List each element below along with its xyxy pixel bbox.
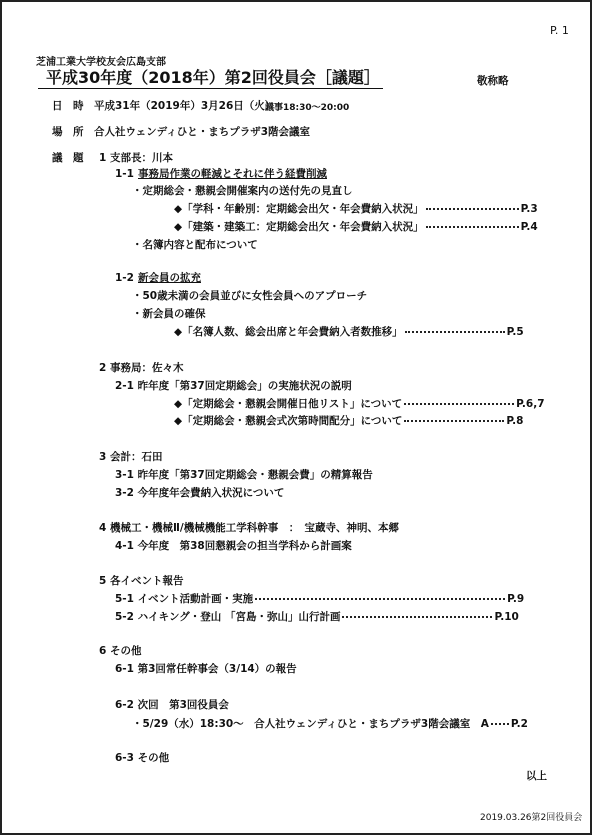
place-value: 合人社ウェンディひと・まちプラザ3階会議室 xyxy=(94,126,311,138)
item-3-2: 3-2 今年度年会費納入状況について xyxy=(115,487,285,499)
ref-page: P.2 xyxy=(510,718,528,730)
agenda-label: 議 題 xyxy=(52,152,84,164)
ref-line xyxy=(174,398,545,411)
date-label: 日 時 xyxy=(52,100,84,112)
item-1-1-bullet-a: ・定期総会・懇親会開催案内の送付先の見直し xyxy=(132,185,353,197)
item-6-3: 6-3 その他 xyxy=(115,752,170,764)
ref-text: ◆「学科・年齢別：定期総会出欠・年会費納入状況」 xyxy=(174,203,424,215)
item-1-2-bullet-b: ・新会員の確保 xyxy=(132,308,206,320)
item-6-1: 6-1 第3回常任幹事会（3/14）の報告 xyxy=(115,663,297,675)
section-1-heading: 1 支部長：川本 xyxy=(99,152,173,164)
ref-page: P.3 xyxy=(520,203,538,215)
section-3-heading: 3 会計：石田 xyxy=(99,451,163,463)
organization-name: 芝浦工業大学校友会広島支部 xyxy=(36,57,166,68)
end-mark: 以上 xyxy=(526,770,547,782)
page-number: P. 1 xyxy=(550,24,569,37)
dot-leader xyxy=(404,403,514,405)
dot-leader xyxy=(491,723,509,725)
document-title: 平成30年度（2018年）第2回役員会［議題］ xyxy=(46,68,380,87)
dot-leader xyxy=(404,420,504,422)
item-4-1: 4-1 今年度 第38回懇親会の担当学科から計画案 xyxy=(115,540,352,552)
item-1-1-title: 事務局作業の軽減とそれに伴う経費削減 xyxy=(138,168,327,180)
footer-note: 2019.03.26第2回役員会 xyxy=(480,813,583,823)
dot-leader xyxy=(426,208,519,210)
meeting-time: 議事18:30～20:00 xyxy=(265,103,350,113)
item-1-2-title: 新会員の拡充 xyxy=(138,272,201,284)
ref-line xyxy=(115,593,524,606)
dot-leader xyxy=(405,331,505,333)
ref-line xyxy=(132,718,528,731)
place-label: 場 所 xyxy=(52,126,84,138)
honorific-note: 敬称略 xyxy=(477,75,509,87)
ref-text: 5-1 イベント活動計画・実施 xyxy=(115,593,254,605)
dot-leader xyxy=(342,616,492,618)
ref-text: ◆「定期総会・懇親会開催日他リスト」について xyxy=(174,398,403,410)
section-5-heading: 5 各イベント報告 xyxy=(99,575,184,587)
ref-page: P.8 xyxy=(506,415,524,427)
title-underline xyxy=(38,88,383,89)
ref-text: ・5/29（水）18:30～ 合人社ウェンディひと・まちプラザ3階会議室 A xyxy=(132,718,489,730)
date-value: 平成31年（2019年）3月26日（火） xyxy=(94,100,276,112)
item-1-1-number: 1-1 xyxy=(115,168,134,180)
ref-page: P.6,7 xyxy=(516,398,545,410)
ref-page: P.4 xyxy=(520,221,538,233)
section-4-heading: 4 機械工・機械Ⅱ/機械機能工学科幹事 ： 宝蔵寺、神明、本郷 xyxy=(99,522,399,534)
item-1-1-bullet-b: ・名簿内容と配布について xyxy=(132,239,258,251)
ref-line xyxy=(174,221,538,234)
item-1-2-number: 1-2 xyxy=(115,272,134,284)
dot-leader xyxy=(255,598,505,600)
ref-line xyxy=(115,611,519,624)
item-2-1: 2-1 昨年度「第37回定期総会」の実施状況の説明 xyxy=(115,380,352,392)
ref-text: 5-2 ハイキング・登山 「宮島・弥山」山行計画 xyxy=(115,611,341,623)
section-2-heading: 2 事務局：佐々木 xyxy=(99,362,184,374)
ref-text: ◆「建築・建築工：定期総会出欠・年会費納入状況」 xyxy=(174,221,424,233)
dot-leader xyxy=(426,226,519,228)
ref-line xyxy=(174,415,523,428)
ref-page: P.5 xyxy=(506,326,524,338)
ref-page: P.9 xyxy=(507,593,525,605)
ref-line xyxy=(174,326,524,339)
ref-line xyxy=(174,203,538,216)
item-6-2: 6-2 次回 第3回役員会 xyxy=(115,699,229,711)
item-3-1: 3-1 昨年度「第37回定期総会・懇親会費」の精算報告 xyxy=(115,469,373,481)
ref-text: ◆「定期総会・懇親会式次第時間配分」について xyxy=(174,415,403,427)
ref-page: P.10 xyxy=(494,611,519,623)
item-1-2-bullet-a: ・50歳未満の会員並びに女性会員へのアプローチ xyxy=(132,290,368,302)
section-6-heading: 6 その他 xyxy=(99,645,142,657)
ref-text: ◆「名簿人数、総会出席と年会費納入者数推移」 xyxy=(174,326,403,338)
